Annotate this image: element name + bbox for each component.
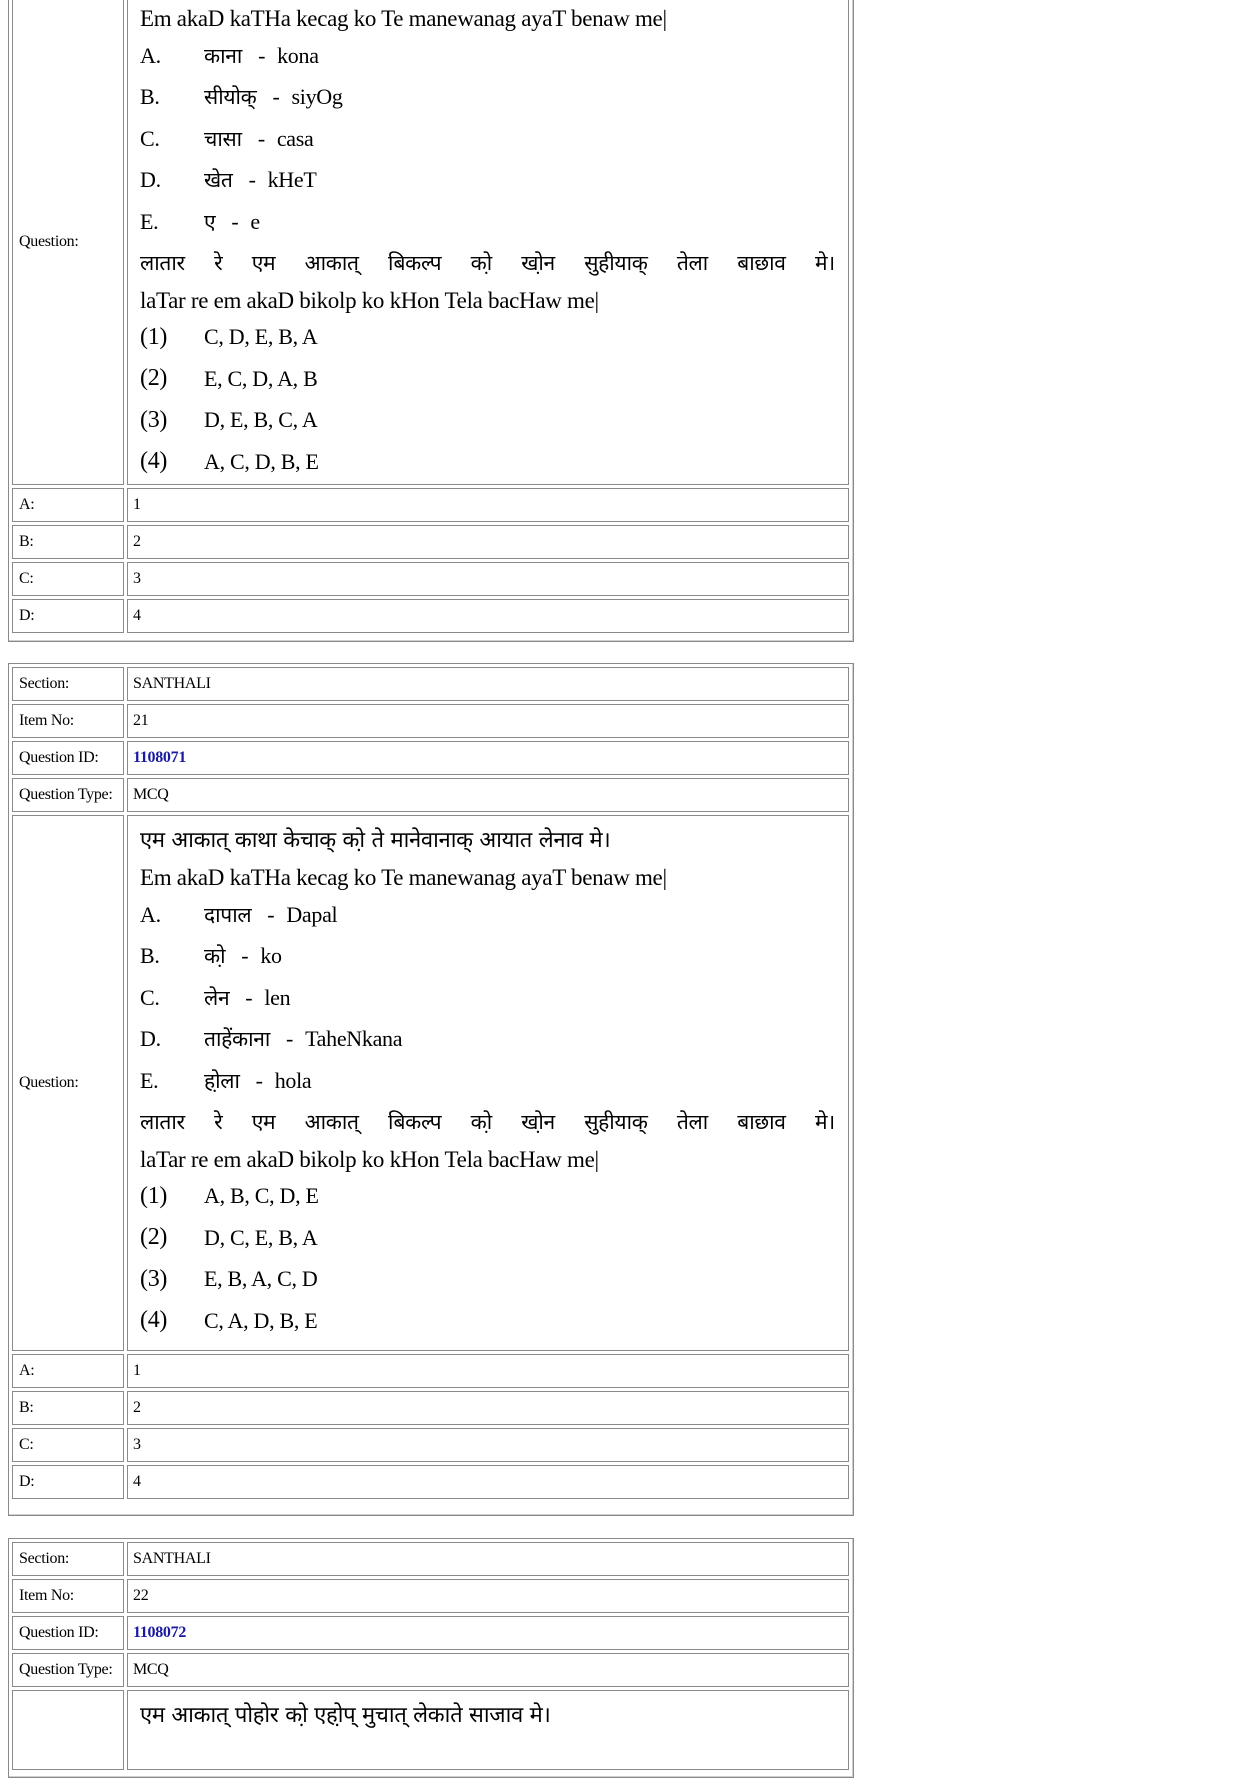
item-no-label: Item No: — [12, 1579, 124, 1613]
instruction-word: एम — [251, 250, 276, 275]
matching-item — [140, 1060, 836, 1102]
instruction-word: आकात् — [304, 250, 359, 275]
item-letter: C. — [140, 984, 160, 1010]
item-letter: D. — [140, 1026, 161, 1052]
matching-item — [140, 118, 836, 160]
answer-choice — [140, 441, 836, 483]
matching-item — [140, 936, 836, 978]
instruction-word: लातार — [140, 250, 185, 275]
question-intro-devanagari: एम आकात् पोहोर को़ एहो़प् मुचात् लेकाते साजाव मे। — [140, 1703, 551, 1728]
item-no-label: Item No: — [12, 704, 124, 738]
section-value: SANTHALI — [127, 667, 849, 701]
answer-text: E, B, A, C, D — [204, 1266, 318, 1292]
instruction-word: को़ — [470, 1109, 492, 1134]
section-label: Section: — [12, 1542, 124, 1576]
question-type-label: Question Type: — [12, 1653, 124, 1687]
option-b-value: 2 — [127, 525, 849, 559]
question-id-value: 1108072 — [127, 1616, 849, 1650]
answer-text: C, D, E, B, A — [204, 324, 318, 350]
instruction-word: बाछाव — [737, 250, 786, 275]
item-dash: - — [241, 943, 249, 969]
option-c-value: 3 — [127, 1428, 849, 1462]
question-type-label: Question Type: — [12, 778, 124, 812]
item-letter: E. — [140, 208, 159, 234]
item-roman: TaheNkana — [305, 1026, 403, 1052]
item-letter: B. — [140, 943, 160, 969]
instruction-word: मे। — [814, 1109, 835, 1134]
option-d-label: D: — [12, 599, 124, 633]
item-letter: B. — [140, 84, 160, 110]
item-roman: len — [264, 984, 291, 1010]
instruction-word: सुहीयाक् — [584, 250, 648, 275]
item-devanagari: ताहेंकाना — [204, 1027, 271, 1052]
option-b-value: 2 — [127, 1391, 849, 1425]
option-c-label: C: — [12, 1428, 124, 1462]
option-a-value: 1 — [127, 488, 849, 522]
instruction-word: रे — [214, 250, 223, 275]
answer-choice — [140, 1259, 836, 1301]
answer-text: E, C, D, A, B — [204, 365, 318, 391]
question-label: Question: — [12, 0, 124, 485]
option-c-label: C: — [12, 562, 124, 596]
item-dash: - — [272, 84, 280, 110]
matching-item — [140, 1019, 836, 1061]
answer-choice — [140, 1300, 836, 1342]
question-label-empty — [12, 1690, 124, 1770]
answer-text: A, C, D, B, E — [204, 448, 319, 474]
item-roman: ko — [260, 943, 282, 969]
answer-choice — [140, 358, 836, 400]
instruction-word: खो़न — [521, 250, 555, 275]
item-devanagari: काना — [204, 43, 243, 68]
question-body — [127, 1690, 849, 1770]
answer-choice — [140, 1217, 836, 1259]
matching-item — [140, 35, 836, 77]
question-body — [127, 815, 849, 1351]
instruction-roman: laTar re em akaD bikolp ko kHon Tela bacHaw me| — [140, 1146, 599, 1172]
question-block-22 — [8, 1538, 854, 1778]
answer-number: (1) — [140, 323, 168, 350]
option-d-value: 4 — [127, 1465, 849, 1499]
instruction-word: बिकल्प — [388, 1109, 442, 1134]
answer-text: D, E, B, C, A — [204, 407, 318, 433]
question-type-value: MCQ — [127, 1653, 849, 1687]
instruction-roman: laTar re em akaD bikolp ko kHon Tela bacHaw me| — [140, 287, 599, 313]
matching-item — [140, 977, 836, 1019]
item-roman: e — [250, 208, 260, 234]
answer-number: (3) — [140, 406, 168, 433]
instruction-word: एम — [251, 1109, 276, 1134]
answer-text: C, A, D, B, E — [204, 1307, 318, 1333]
matching-item — [140, 201, 836, 243]
answer-number: (2) — [140, 1224, 168, 1251]
question-id-label: Question ID: — [12, 741, 124, 775]
item-devanagari: हो़ला — [204, 1068, 240, 1093]
question-label: Question: — [12, 815, 124, 1351]
answer-number: (1) — [140, 1182, 168, 1209]
option-d-label: D: — [12, 1465, 124, 1499]
item-roman: casa — [276, 125, 314, 151]
section-label: Section: — [12, 667, 124, 701]
question-intro-roman: Em akaD kaTHa kecag ko Te manewanag ayaT benaw me| — [140, 6, 667, 31]
item-devanagari: ए — [204, 209, 216, 234]
item-dash: - — [231, 208, 239, 234]
section-value: SANTHALI — [127, 1542, 849, 1576]
question-body — [127, 0, 849, 485]
instruction-word: तेला — [676, 1109, 708, 1134]
item-roman: hola — [274, 1067, 312, 1093]
instruction-word: लातार — [140, 1109, 185, 1134]
item-roman: kHeT — [267, 167, 317, 193]
question-type-value: MCQ — [127, 778, 849, 812]
question-intro-devanagari: एम आकात् काथा केचाक् को़ ते मानेवानाक् आयात लेनाव मे। — [140, 828, 611, 853]
instruction-word: तेला — [676, 250, 708, 275]
matching-item — [140, 77, 836, 119]
item-devanagari: सीयोक् — [204, 85, 257, 110]
item-letter: E. — [140, 1067, 159, 1093]
item-dash: - — [286, 1026, 294, 1052]
item-dash: - — [257, 125, 265, 151]
item-devanagari: खेत — [204, 168, 233, 193]
option-b-label: B: — [12, 1391, 124, 1425]
instruction-word: बिकल्प — [388, 250, 442, 275]
instruction-word: आकात् — [304, 1109, 359, 1134]
item-no-value: 21 — [127, 704, 849, 738]
instruction-word: सुहीयाक् — [584, 1109, 648, 1134]
item-letter: A. — [140, 42, 161, 68]
item-devanagari: चासा — [204, 126, 242, 151]
question-block-20 — [8, 0, 854, 642]
item-dash: - — [248, 167, 256, 193]
item-roman: kona — [277, 42, 319, 68]
instruction-word: रे — [214, 1109, 223, 1134]
item-roman: siyOg — [291, 84, 343, 110]
question-block-21 — [8, 663, 854, 1516]
item-dash: - — [258, 42, 266, 68]
item-letter: A. — [140, 901, 161, 927]
item-no-value: 22 — [127, 1579, 849, 1613]
item-dash: - — [255, 1067, 263, 1093]
item-devanagari: दापाल — [204, 902, 252, 927]
item-letter: C. — [140, 125, 160, 151]
item-roman: Dapal — [286, 901, 338, 927]
item-dash: - — [267, 901, 275, 927]
matching-item — [140, 160, 836, 202]
option-a-label: A: — [12, 1354, 124, 1388]
answer-choice — [140, 1176, 836, 1218]
question-intro-roman: Em akaD kaTHa kecag ko Te manewanag ayaT benaw me| — [140, 865, 667, 890]
option-d-value: 4 — [127, 599, 849, 633]
option-c-value: 3 — [127, 562, 849, 596]
answer-choice — [140, 400, 836, 442]
answer-number: (3) — [140, 1265, 168, 1292]
answer-choice — [140, 317, 836, 359]
question-id-label: Question ID: — [12, 1616, 124, 1650]
instruction-word: को़ — [470, 250, 492, 275]
question-id-value: 1108071 — [127, 741, 849, 775]
item-devanagari: को़ — [204, 944, 226, 969]
instruction-devanagari — [140, 243, 835, 284]
matching-item — [140, 894, 836, 936]
answer-number: (2) — [140, 365, 168, 392]
item-devanagari: लेन — [204, 985, 230, 1010]
option-a-value: 1 — [127, 1354, 849, 1388]
item-dash: - — [245, 984, 253, 1010]
instruction-word: मे। — [814, 250, 835, 275]
instruction-word: बाछाव — [737, 1109, 786, 1134]
item-letter: D. — [140, 167, 161, 193]
answer-text: D, C, E, B, A — [204, 1224, 318, 1250]
instruction-devanagari — [140, 1102, 835, 1143]
answer-number: (4) — [140, 1307, 168, 1334]
instruction-word: खो़न — [521, 1109, 555, 1134]
answer-number: (4) — [140, 448, 168, 475]
answer-text: A, B, C, D, E — [204, 1183, 319, 1209]
option-a-label: A: — [12, 488, 124, 522]
option-b-label: B: — [12, 525, 124, 559]
